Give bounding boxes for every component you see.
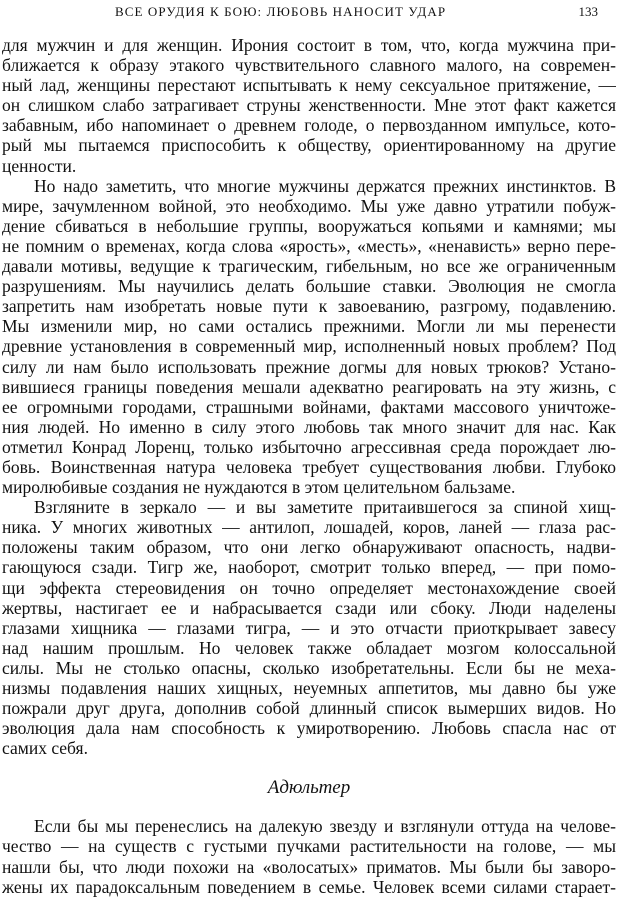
text-line: мире, зачумленном войной, это необходимо. Мы уже давно утратили побуж- [2,195,616,216]
text-line: эволюция дала нам способность к умиротворению. Любовь спасла нас от [2,718,616,739]
body-text [2,35,616,897]
paragraph-first-line: Но надо заметить, что многие мужчины держатся прежних инстинктов. В [34,175,616,196]
text-line: жертвы, настигает ее и набрасывается сзади или сбоку. Люди наделены [2,597,616,618]
text-line: низмы подавления наших хищных, неуемных аппетитов, мы давно бы уже [2,678,616,698]
text-line: ния людей. Но именно в силу этого любовь так много значит для нас. Как [2,416,616,437]
text-line: ный лад, женщины перестают испытывать к нему сексуальное притяжение, — [2,75,616,96]
text-line: запретить нам изобретать новые пути к завоеванию, разгрому, подавлению. [2,296,616,317]
text-line: миролюбивые создания не нуждаются в этом целительном бальзаме. [2,477,516,498]
running-title: ВСЕ ОРУДИЯ К БОЮ: ЛЮБОВЬ НАНОСИТ УДАР [115,4,447,19]
text-line: ценности. [2,155,77,176]
text-line: разрушениям. Мы научились делать большие ставки. Эволюция не смогла [2,276,616,297]
text-line: для мужчин и для женщин. Ирония состоит в том, что, когда мужчина при- [2,35,616,55]
text-line: давали мотивы, ведущие к трагическим, гибельным, но все же ограниченным [2,256,616,277]
text-line: силы. Мы не столько опасны, сколько изобретательны. Если бы не меха- [2,657,616,678]
running-head [0,0,620,20]
text-line: глазами хищника — глазами тигра, — и это отчасти приоткрывает завесу [2,617,616,638]
text-line: самих себя. [2,738,88,759]
text-line: щи эффекта стереовидения он точно определяет местонахождение своей [2,577,616,598]
text-line: чество — на существ с густыми пучками растительности на голове, — мы [2,836,616,857]
text-line: дение сбиваться в небольшие группы, вооружаться копьями и камнями; мы [2,215,616,236]
text-line: он слишком слабо затрагивает струны женственности. Мне этот факт кажется [2,95,616,116]
text-line: нашли бы, что люди похожи на «волосатых» приматов. Мы были бы заворо- [2,856,616,877]
text-line: вившиеся границы поведения мешали адекватно реагировать на эту жизнь, с [2,376,616,397]
section-heading: Адюльтер [267,777,351,799]
text-line: силу ли нам было использовать прежние догмы для новых трюков? Устано- [2,356,616,377]
text-line: древние установления в современный мир, исполненный новых проблем? Под [2,336,616,357]
paragraph-first-line: Если бы мы перенеслись на далекую звезду и взглянули оттуда на челове- [34,816,616,837]
text-line: ника. У многих животных — антилоп, лошадей, коров, ланей — глаза рас- [2,517,616,538]
text-line: не помним о временах, когда слова «ярость», «месть», «ненависть» верно пере- [2,235,616,256]
text-line: над нашим прошлым. Но человек также обладает мозгом колоссальной [2,637,616,658]
text-line: ближается к образу этакого чувствительного славного малого, на современ- [2,55,616,76]
text-line: Мы изменили мир, но сами остались прежними. Могли ли мы перенести [2,316,616,337]
text-line: забавным, ибо напоминает о древнем голоде, о первозданном импульсе, кото- [2,115,616,136]
page-number: 133 [578,4,598,19]
text-line: положены таким образом, что они легко обнаруживают опасность, надви- [2,537,616,558]
text-line: ее огромными городами, страшными войнами, фактами массового уничтоже- [2,396,616,417]
text-line: отметил Конрад Лоренц, только избыточно агрессивная среда порождает лю- [2,436,616,457]
text-line: рый мы пытаемся приспособить к обществу, ориентированному на другие [2,135,616,156]
text-line: гающуюся сзади. Тигр же, наоборот, смотрит только вперед, — при помо- [2,557,616,578]
paragraph-first-line: Взгляните в зеркало — и вы заметите притаившегося за спиной хищ- [34,497,616,518]
text-line: жены их парадоксальным поведением в семье. Человек всеми силами старает- [2,876,616,897]
text-line: пожрали друг друга, дополнив собой длинный список вымерших видов. Но [2,698,616,719]
text-line: бовь. Воинственная натура человека требует существования любви. Глубоко [2,456,616,477]
